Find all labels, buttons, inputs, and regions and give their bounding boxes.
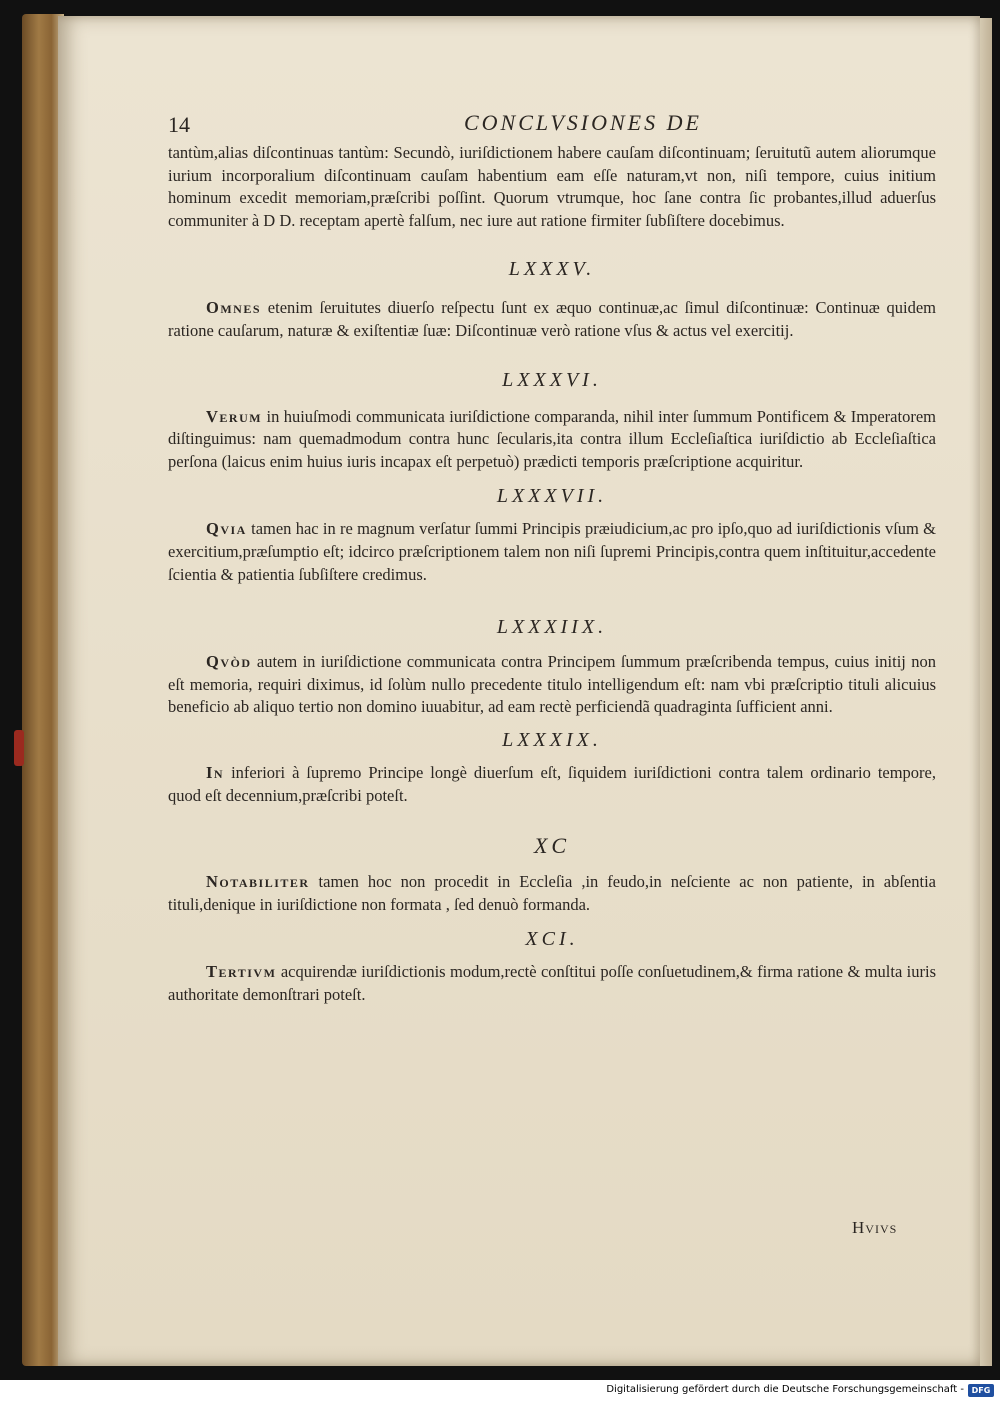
section-heading: LXXXIX. bbox=[502, 728, 602, 751]
paragraph-text: acquirendæ iuriſdictionis modum,rectè conſtitui poſſe conſuetudinem,& firma ratione & multa iuris authoritate demonſtrari poteſt. bbox=[168, 962, 936, 1004]
ribbon-marker bbox=[14, 730, 24, 766]
section-heading: LXXXV. bbox=[508, 258, 596, 281]
paragraph-text: inferiori à ſupremo Principe longè diuerſum eſt, ſiquidem iuriſdictioni contra talem ordinario tempore, quod eſt decennium,præſcribi poteſt. bbox=[168, 762, 936, 805]
section-paragraph bbox=[168, 871, 936, 916]
paragraph-lead-word: In bbox=[206, 762, 225, 782]
section-paragraph bbox=[168, 762, 936, 807]
paragraph-text: autem in iuriſdictione communicata contra Principem ſummum præſcribenda tempus, cuius initij non eſt memoria, requiri diximus, id ſolùm nullo precedente titulo intelligendum eſt: nam vbi præſcriptio tituli alicuius beneficio ab aliquo tertio non domino iuuabitur, ad eam rectè perficiendã quadraginta ſufficient anni. bbox=[168, 652, 936, 717]
paragraph-text: tamen hoc non procedit in Eccleſia ,in feudo,in neſciente ac non patiente, in abſentia tituli,denique in iuriſdictione non formata , ſed denuò formanda. bbox=[168, 872, 936, 914]
paragraph-text: tantùm,alias diſcontinuas tantùm: Secundò, iuriſdictionem habere cauſam diſcontinuam; ſeruitutũ autem aliorumque iurium incorporalium diſcontinuam cauſam habentium eam eſſe naturam,vt non, niſi tempore, cuius initium hominum excedit memoriam,præſcribi poſſint. Quorum vtrumque, hoc ſane contra ſic probantes,illud aduerſus communiter à D D. receptam apertè falſum, nec iure aut ratione firmiter ſubſiſtere docebimus. bbox=[168, 143, 936, 230]
continued-paragraph bbox=[168, 142, 936, 232]
paragraph-lead-word: Notabiliter bbox=[206, 872, 310, 892]
paragraph-lead-word: Tertivm bbox=[206, 962, 277, 982]
paragraph-text: in huiuſmodi communicata iuriſdictione comparanda, nihil inter ſummum Pontificem & Imperatorem diſtinguimus: nam quemadmodum contra hunc ſecularis,ita contra illum Eccleſiaſtica iuriſdictio ab Eccleſiaſtica perſona (laicus enim huius iuris incapax eſt perpetuò) prædicti temporis præſcriptione acquiritur. bbox=[168, 406, 936, 471]
section-paragraph bbox=[168, 651, 936, 719]
running-title: CONCLVSIONES DE bbox=[464, 110, 702, 135]
page-header bbox=[168, 100, 936, 140]
paragraph-text: tamen hac in re magnum verſatur ſummi Principis præiudicium,ac pro ipſo,quo ad iuriſdictionis vſum & exercitium,præſumptio eſt; idcirco præſcriptionem talem non niſi ſupremi Principis,contra quem inſtituitur,accedente ſcientia & patientia ſubſiſtere credimus. bbox=[168, 519, 936, 584]
paragraph-lead-word: Verum bbox=[206, 406, 263, 426]
paragraph-lead-word: Omnes bbox=[206, 298, 262, 318]
paragraph-lead-word: Qvòd bbox=[206, 652, 252, 672]
section-paragraph bbox=[168, 518, 936, 586]
section-heading: LXXXVII. bbox=[496, 485, 608, 508]
footer-bar bbox=[0, 1380, 1000, 1403]
section-heading: LXXXVI. bbox=[502, 368, 602, 391]
section-paragraph bbox=[168, 297, 936, 342]
section-paragraph bbox=[168, 406, 936, 474]
section-paragraph bbox=[168, 961, 936, 1006]
digitization-credit: Digitalisierung gefördert durch die Deutsche Forschungsgemeinschaft - bbox=[606, 1384, 964, 1395]
section-heading: LXXXIIX. bbox=[496, 616, 608, 639]
paragraph-text: etenim ſeruitutes diuerſo reſpectu ſunt ex æquo continuæ,ac ſimul diſcontinuæ: Continuæ quidem ratione cauſarum, naturæ & exiſtentiæ ſuæ: Diſcontinuæ verò ratione vſus & actus vel exercitij. bbox=[168, 298, 936, 340]
page-right-edge bbox=[978, 18, 992, 1366]
section-heading: XCI. bbox=[525, 928, 579, 951]
paragraph-lead-word: Qvia bbox=[206, 519, 247, 539]
page-number: 14 bbox=[168, 112, 190, 137]
dfg-logo-icon: DFG bbox=[968, 1384, 994, 1397]
catchword: Hvivs bbox=[852, 1218, 898, 1237]
page-content bbox=[168, 100, 936, 1006]
section-heading: XC bbox=[533, 833, 571, 859]
